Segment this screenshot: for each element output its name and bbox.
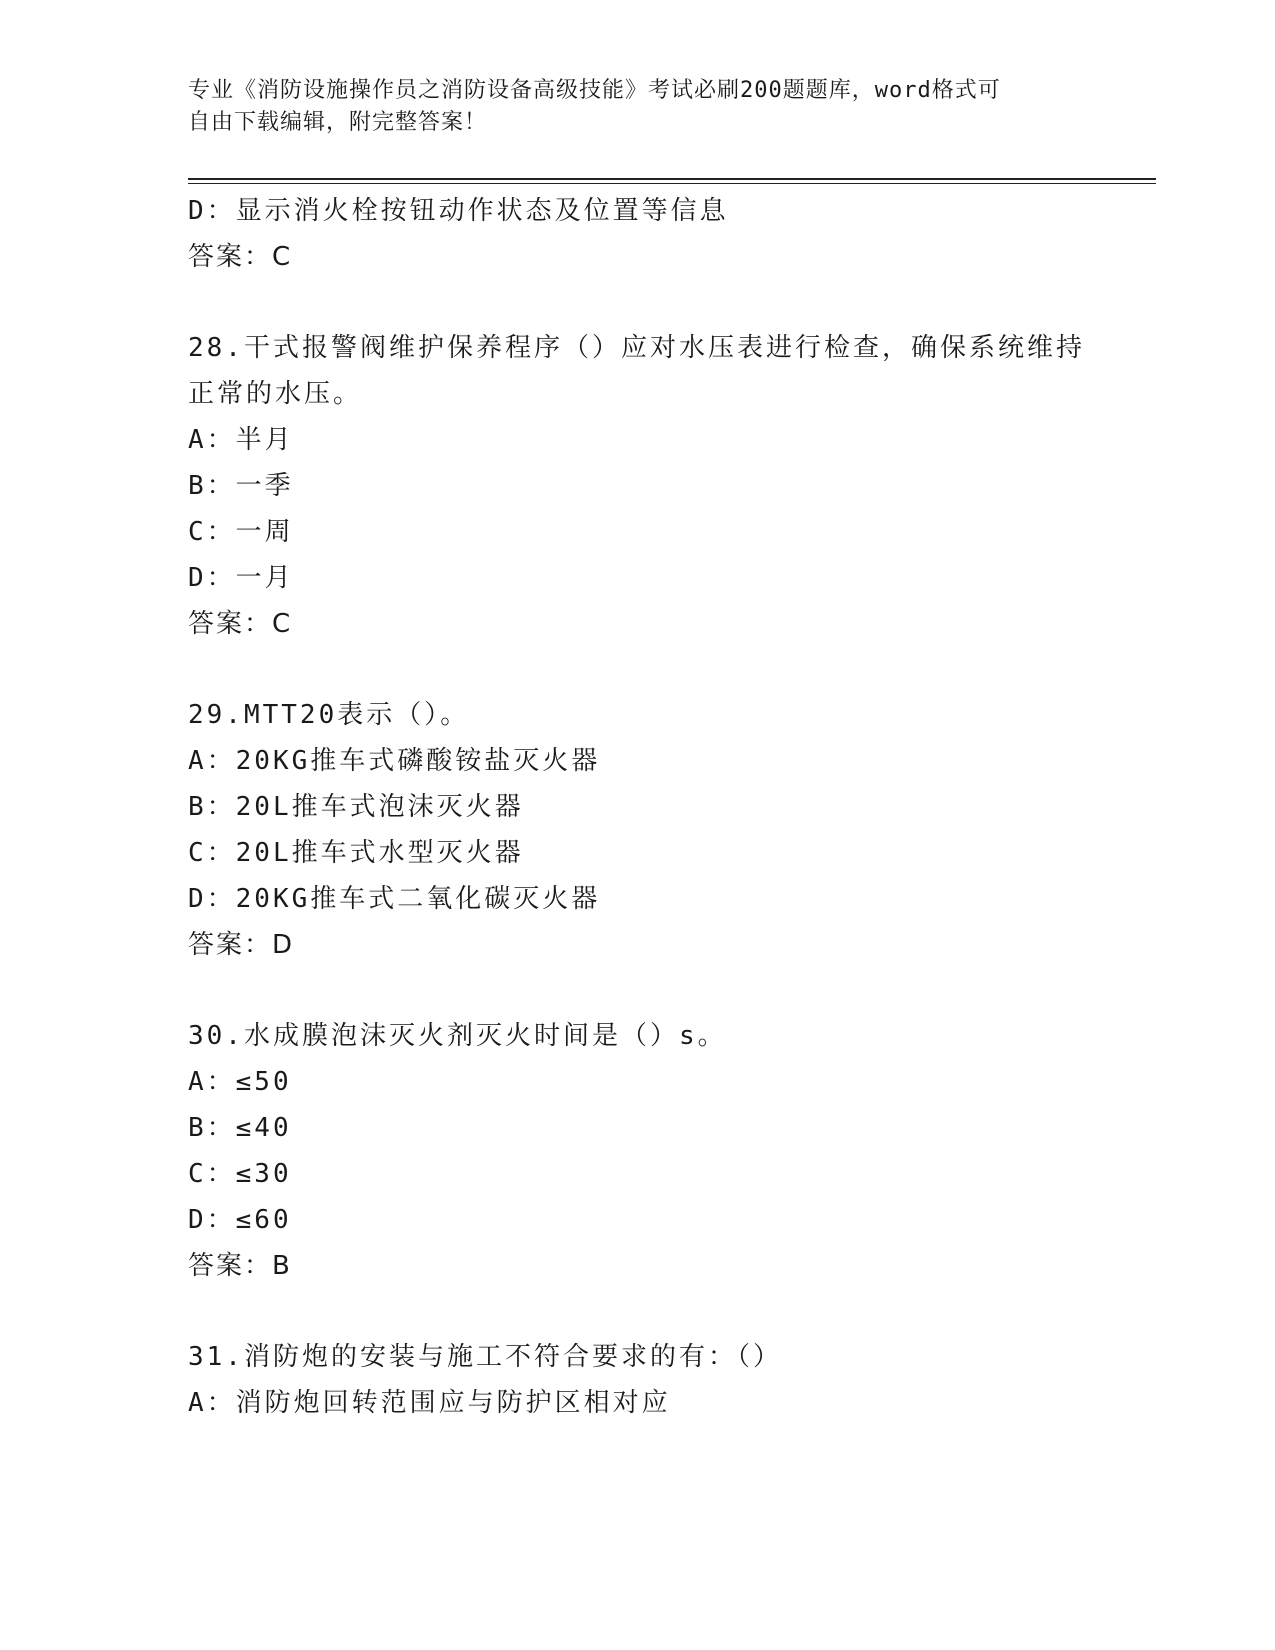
answer: 答案：B bbox=[188, 1251, 292, 1281]
option-b: B：≤40 bbox=[188, 1113, 292, 1143]
option-c: C：20L推车式水型灭火器 bbox=[188, 838, 524, 868]
option-b: B：一季 bbox=[188, 471, 294, 501]
option-d: D：≤60 bbox=[188, 1205, 292, 1235]
option-d-previous: D：显示消火栓按钮动作状态及位置等信息 bbox=[188, 196, 729, 226]
option-b: B：20L推车式泡沫灭火器 bbox=[188, 792, 524, 822]
option-c: C：≤30 bbox=[188, 1159, 292, 1189]
answer: 答案：D bbox=[188, 930, 295, 960]
header-line-2: 自由下载编辑，附完整答案！ bbox=[188, 110, 488, 135]
option-c: C：一周 bbox=[188, 517, 294, 547]
option-d: D：一月 bbox=[188, 563, 294, 593]
question-29 bbox=[188, 692, 1088, 968]
question-28 bbox=[188, 325, 1088, 647]
header-divider-thick bbox=[188, 178, 1156, 180]
answer-previous: 答案：C bbox=[188, 242, 293, 272]
question-stem-continued: 正常的水压。 bbox=[188, 379, 363, 409]
document-header bbox=[188, 75, 1068, 139]
option-a: A：半月 bbox=[188, 425, 294, 455]
question-list bbox=[188, 188, 1088, 1426]
question-stem: 31.消防炮的安装与施工不符合要求的有：（） bbox=[188, 1342, 782, 1372]
question-31 bbox=[188, 1334, 1088, 1426]
option-d: D：20KG推车式二氧化碳灭火器 bbox=[188, 884, 601, 914]
header-line-1: 专业《消防设施操作员之消防设备高级技能》考试必刷200题题库，word格式可 bbox=[188, 78, 1001, 103]
option-a: A：≤50 bbox=[188, 1067, 292, 1097]
question-stem: 28.干式报警阀维护保养程序（）应对水压表进行检查，确保系统维持 bbox=[188, 333, 1085, 363]
option-a: A：消防炮回转范围应与防护区相对应 bbox=[188, 1388, 671, 1418]
question-stem: 29.MTT20表示（）。 bbox=[188, 700, 470, 730]
option-a: A：20KG推车式磷酸铵盐灭火器 bbox=[188, 746, 601, 776]
answer: 答案：C bbox=[188, 609, 293, 639]
header-divider-thin bbox=[188, 183, 1156, 184]
question-stem: 30.水成膜泡沫灭火剂灭火时间是（）s。 bbox=[188, 1021, 727, 1051]
question-30 bbox=[188, 1013, 1088, 1289]
